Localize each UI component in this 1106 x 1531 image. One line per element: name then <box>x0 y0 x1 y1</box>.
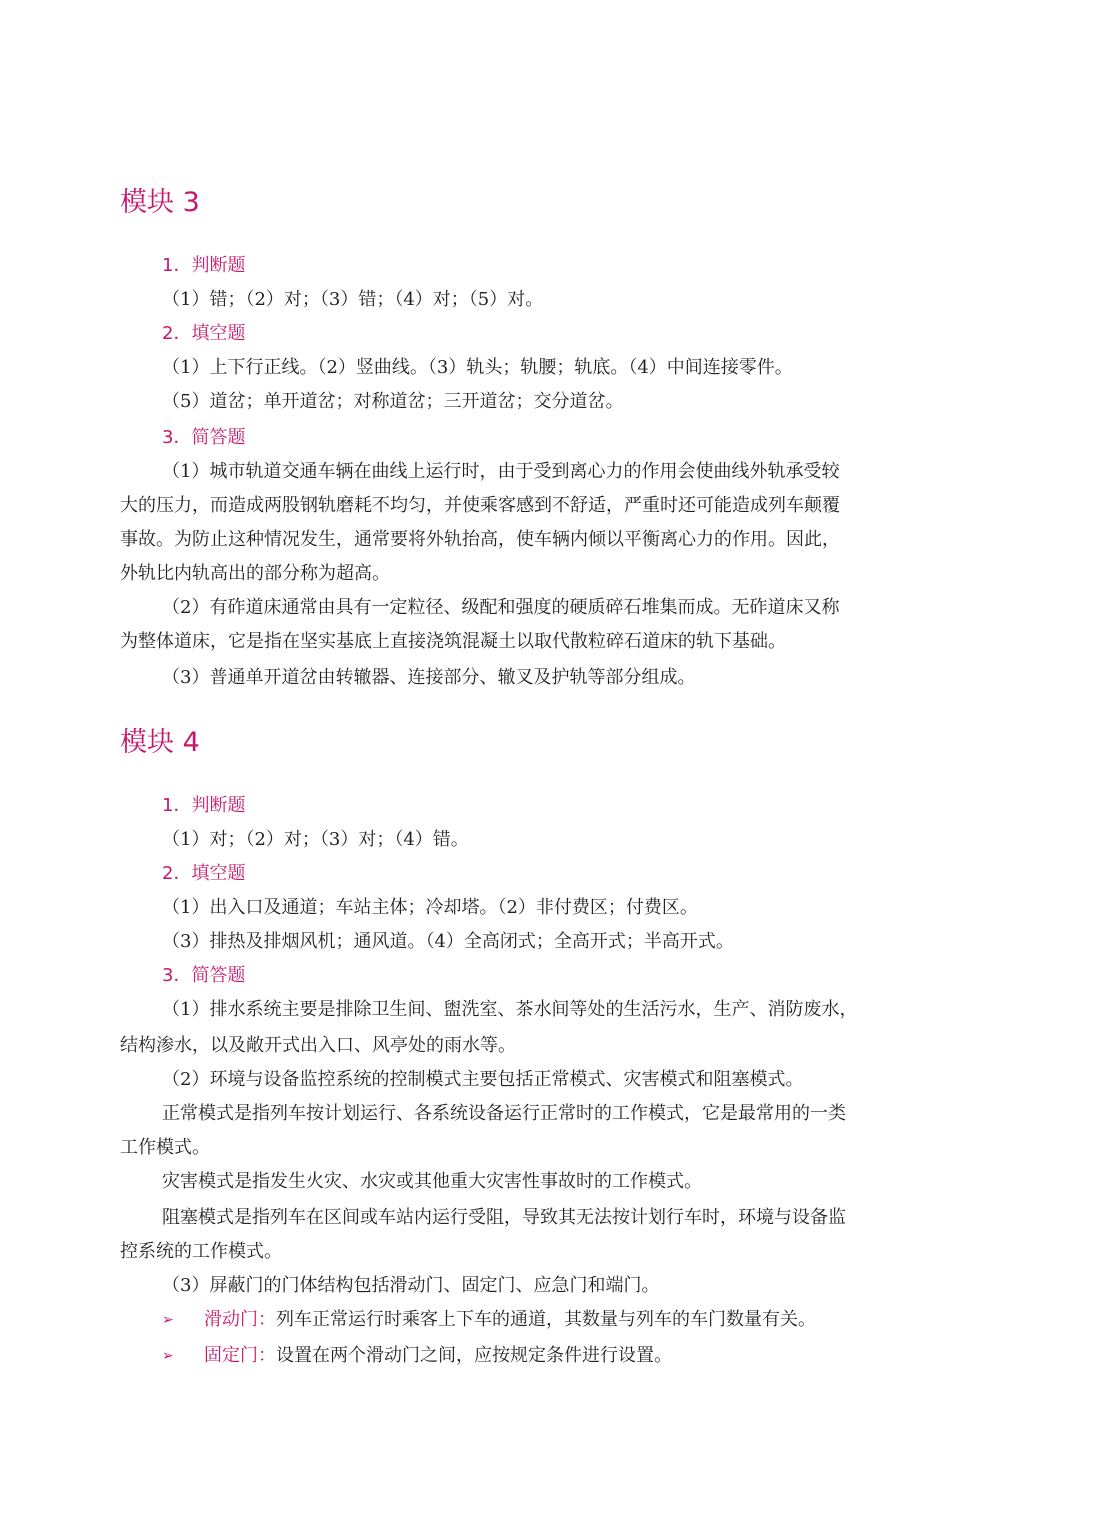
m3-answer-2-line-1: （2）有砟道床通常由具有一定粒径、级配和强度的硬质碎石堆集而成。无砟道床又称 <box>162 597 840 618</box>
m3-answer-1-line-3: 事故。为防止这种情况发生，通常要将外轨抬高，使车辆内倾以平衡离心力的作用。因此， <box>120 529 840 550</box>
m3-answer-1-line-2: 大的压力，而造成两股钢轨磨耗不均匀，并使乘客感到不舒适，严重时还可能造成列车颠覆 <box>120 495 840 516</box>
m3-answer-2-line-2: 为整体道床，它是指在坚实基底上直接浇筑混凝土以取代散粒碎石道床的轨下基础。 <box>120 631 786 652</box>
m3-answer-1-line-1: （1）城市轨道交通车辆在曲线上运行时，由于受到离心力的作用会使曲线外轨承受较 <box>162 461 840 482</box>
m4-fill-line-1: （1）出入口及通道；车站主体；冷却塔。（2）非付费区；付费区。 <box>162 897 698 918</box>
m3-judge-heading: 1．判断题 <box>162 255 246 276</box>
m4-normal-mode-line-2: 工作模式。 <box>120 1137 210 1158</box>
m4-short-heading: 3．简答题 <box>162 965 246 986</box>
m4-fill-heading: 2．填空题 <box>162 863 246 884</box>
m4-answer-2-line-1: （2）环境与设备监控系统的控制模式主要包括正常模式、灾害模式和阻塞模式。 <box>162 1069 804 1090</box>
m3-fill-heading: 2．填空题 <box>162 323 246 344</box>
bullet-text: 设置在两个滑动门之间，应按规定条件进行设置。 <box>276 1345 672 1366</box>
module-3-title: 模块 3 <box>120 187 200 218</box>
bullet-term: 滑动门： <box>204 1309 276 1330</box>
m4-judge-answer: （1）对；（2）对；（3）对；（4）错。 <box>162 829 469 850</box>
module-4-title: 模块 4 <box>120 727 200 758</box>
bullet-item-sliding-door <box>204 1308 964 1332</box>
bullet-arrow-icon: ➢ <box>162 1348 174 1364</box>
m4-judge-heading: 1．判断题 <box>162 795 246 816</box>
bullet-item-fixed-door <box>204 1344 964 1368</box>
m4-disaster-mode-line: 灾害模式是指发生火灾、水灾或其他重大灾害性事故时的工作模式。 <box>162 1171 702 1192</box>
m3-short-heading: 3．简答题 <box>162 427 246 448</box>
m3-answer-3-line-1: （3）普通单开道岔由转辙器、连接部分、辙叉及护轨等部分组成。 <box>162 667 696 688</box>
m3-fill-line-1: （1）上下行正线。（2）竖曲线。（3）轨头；轨腰；轨底。（4）中间连接零件。 <box>162 357 793 378</box>
m4-normal-mode-line-1: 正常模式是指列车按计划运行、各系统设备运行正常时的工作模式，它是最常用的一类 <box>162 1103 846 1124</box>
m3-judge-answer: （1）错；（2）对；（3）错；（4）对；（5）对。 <box>162 289 544 310</box>
m3-answer-1-line-4: 外轨比内轨高出的部分称为超高。 <box>120 563 390 584</box>
m3-fill-line-2: （5）道岔；单开道岔；对称道岔；三开道岔；交分道岔。 <box>162 391 624 412</box>
bullet-text: 列车正常运行时乘客上下车的通道，其数量与列车的车门数量有关。 <box>276 1309 816 1330</box>
m4-blocking-mode-line-2: 控系统的工作模式。 <box>120 1241 282 1262</box>
m4-answer-3-line-1: （3）屏蔽门的门体结构包括滑动门、固定门、应急门和端门。 <box>162 1275 660 1296</box>
m4-fill-line-2: （3）排热及排烟风机；通风道。（4）全高闭式；全高开式；半高开式。 <box>162 931 734 952</box>
m4-answer-1-line-1: （1）排水系统主要是排除卫生间、盥洗室、茶水间等处的生活污水，生产、消防废水， <box>162 999 858 1020</box>
m4-answer-1-line-2: 结构渗水，以及敞开式出入口、风亭处的雨水等。 <box>120 1035 516 1056</box>
bullet-term: 固定门： <box>204 1345 276 1366</box>
m4-blocking-mode-line-1: 阻塞模式是指列车在区间或车站内运行受阻，导致其无法按计划行车时，环境与设备监 <box>162 1207 846 1228</box>
bullet-arrow-icon: ➢ <box>162 1312 174 1328</box>
